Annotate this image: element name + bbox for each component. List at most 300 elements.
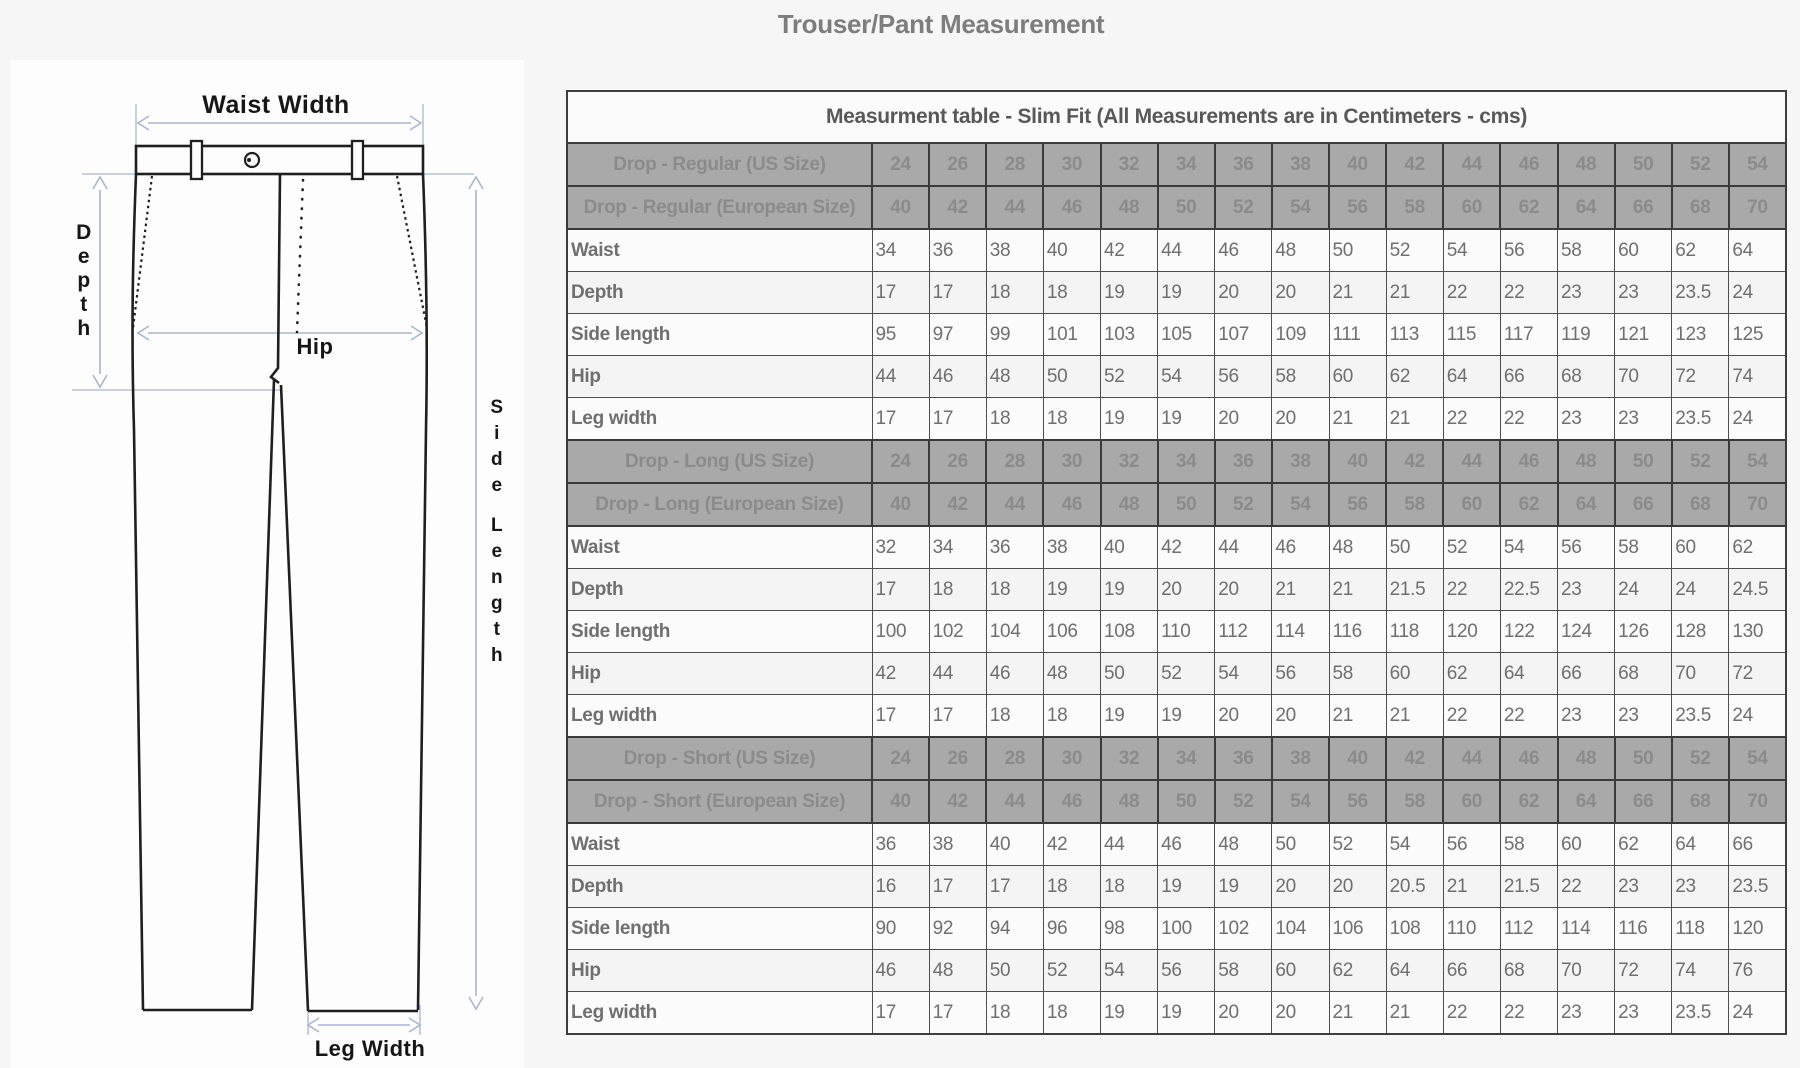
value-cell: 26	[929, 143, 986, 186]
value-cell: 58	[1615, 526, 1672, 569]
value-cell: 107	[1215, 314, 1272, 356]
value-cell: 56	[1272, 653, 1329, 695]
size-header-row-regular	[567, 186, 1786, 229]
value-cell: 106	[1043, 611, 1100, 653]
row-label-cell: Waist	[567, 229, 872, 272]
measure-row-long	[567, 526, 1786, 569]
right-leg-outer-seam	[418, 174, 427, 1010]
value-cell: 23	[1558, 695, 1615, 738]
row-label-cell: Side length	[567, 611, 872, 653]
stacked-letter: d	[490, 449, 504, 470]
value-cell: 113	[1386, 314, 1443, 356]
value-cell: 17	[929, 272, 986, 314]
value-cell: 40	[872, 483, 929, 526]
measure-row-long	[567, 695, 1786, 738]
value-cell: 54	[1386, 823, 1443, 866]
value-cell: 123	[1672, 314, 1729, 356]
value-cell: 18	[1043, 272, 1100, 314]
value-cell: 40	[1101, 526, 1158, 569]
word-gap	[490, 499, 503, 513]
stacked-letter: e	[491, 475, 503, 496]
value-cell: 62	[1615, 823, 1672, 866]
value-cell: 48	[1043, 653, 1100, 695]
value-cell: 22	[1443, 272, 1500, 314]
value-cell: 68	[1672, 186, 1729, 229]
value-cell: 19	[1158, 695, 1215, 738]
value-cell: 18	[1043, 695, 1100, 738]
value-cell: 19	[1101, 569, 1158, 611]
value-cell: 17	[929, 398, 986, 441]
value-cell: 110	[1158, 611, 1215, 653]
value-cell: 34	[929, 526, 986, 569]
value-cell: 18	[1101, 866, 1158, 908]
value-cell: 66	[1615, 780, 1672, 823]
value-cell: 102	[1215, 908, 1272, 950]
value-cell: 24	[872, 440, 929, 483]
value-cell: 19	[1158, 992, 1215, 1035]
value-cell: 21	[1329, 398, 1386, 441]
value-cell: 64	[1500, 653, 1557, 695]
table-title: Measurment table - Slim Fit (All Measurements are in Centimeters - cms)	[567, 91, 1786, 143]
value-cell: 64	[1729, 229, 1786, 272]
value-cell: 118	[1672, 908, 1729, 950]
value-cell: 56	[1158, 950, 1215, 992]
value-cell: 21	[1329, 272, 1386, 314]
value-cell: 48	[1329, 526, 1386, 569]
value-cell: 50	[1329, 229, 1386, 272]
value-cell: 20	[1272, 695, 1329, 738]
value-cell: 24	[1729, 272, 1786, 314]
value-cell: 72	[1672, 356, 1729, 398]
value-cell: 20	[1158, 569, 1215, 611]
value-cell: 72	[1729, 653, 1786, 695]
value-cell: 64	[1558, 483, 1615, 526]
row-label-cell: Depth	[567, 272, 872, 314]
value-cell: 17	[872, 272, 929, 314]
value-cell: 98	[1101, 908, 1158, 950]
value-cell: 121	[1615, 314, 1672, 356]
value-cell: 18	[986, 272, 1043, 314]
stacked-letter: L	[490, 515, 504, 536]
value-cell: 54	[1272, 483, 1329, 526]
measure-row-short	[567, 823, 1786, 866]
value-cell: 44	[1158, 229, 1215, 272]
value-cell: 74	[1672, 950, 1729, 992]
value-cell: 36	[872, 823, 929, 866]
value-cell: 18	[986, 992, 1043, 1035]
value-cell: 116	[1329, 611, 1386, 653]
row-label-cell: Side length	[567, 908, 872, 950]
value-cell: 22	[1500, 398, 1557, 441]
stacked-letter: e	[491, 541, 503, 562]
stacked-letter: t	[80, 293, 88, 316]
value-cell: 44	[1101, 823, 1158, 866]
value-cell: 58	[1500, 823, 1557, 866]
value-cell: 64	[1558, 186, 1615, 229]
value-cell: 21	[1386, 992, 1443, 1035]
row-label-cell: Side length	[567, 314, 872, 356]
value-cell: 38	[1043, 526, 1100, 569]
value-cell: 46	[1043, 780, 1100, 823]
value-cell: 48	[1101, 483, 1158, 526]
value-cell: 64	[1443, 356, 1500, 398]
value-cell: 54	[1500, 526, 1557, 569]
value-cell: 21	[1386, 695, 1443, 738]
value-cell: 36	[1215, 440, 1272, 483]
value-cell: 22	[1443, 569, 1500, 611]
value-cell: 19	[1101, 398, 1158, 441]
value-cell: 18	[1043, 398, 1100, 441]
value-cell: 17	[872, 695, 929, 738]
value-cell: 70	[1729, 483, 1786, 526]
value-cell: 62	[1329, 950, 1386, 992]
value-cell: 124	[1558, 611, 1615, 653]
value-cell: 95	[872, 314, 929, 356]
value-cell: 62	[1443, 653, 1500, 695]
value-cell: 30	[1043, 143, 1100, 186]
value-cell: 48	[986, 356, 1043, 398]
value-cell: 48	[929, 950, 986, 992]
value-cell: 44	[986, 186, 1043, 229]
value-cell: 36	[986, 526, 1043, 569]
value-cell: 112	[1215, 611, 1272, 653]
value-cell: 17	[986, 866, 1043, 908]
value-cell: 60	[1615, 229, 1672, 272]
waist-width-label: Waist Width	[202, 91, 350, 119]
left-leg-outer-seam	[133, 174, 143, 1010]
measure-row-short	[567, 992, 1786, 1035]
stacked-letter: i	[494, 423, 500, 444]
value-cell: 34	[1158, 737, 1215, 780]
value-cell: 18	[1043, 866, 1100, 908]
value-cell: 32	[872, 526, 929, 569]
value-cell: 126	[1615, 611, 1672, 653]
row-label-cell: Hip	[567, 653, 872, 695]
value-cell: 36	[1215, 737, 1272, 780]
value-cell: 23	[1672, 866, 1729, 908]
value-cell: 24	[1615, 569, 1672, 611]
value-cell: 50	[1615, 440, 1672, 483]
value-cell: 46	[872, 950, 929, 992]
value-cell: 60	[1329, 356, 1386, 398]
value-cell: 42	[872, 653, 929, 695]
value-cell: 52	[1672, 440, 1729, 483]
value-cell: 38	[1272, 440, 1329, 483]
value-cell: 46	[1043, 186, 1100, 229]
value-cell: 24	[872, 737, 929, 780]
page-title: Trouser/Pant Measurement	[777, 9, 1105, 39]
value-cell: 52	[1043, 950, 1100, 992]
size-header-row-long	[567, 483, 1786, 526]
value-cell: 20	[1272, 992, 1329, 1035]
value-cell: 96	[1043, 908, 1100, 950]
value-cell: 92	[929, 908, 986, 950]
measure-row-regular	[567, 398, 1786, 441]
value-cell: 48	[1558, 440, 1615, 483]
value-cell: 24	[1729, 992, 1786, 1035]
value-cell: 19	[1101, 695, 1158, 738]
value-cell: 54	[1215, 653, 1272, 695]
value-cell: 44	[1215, 526, 1272, 569]
value-cell: 104	[1272, 908, 1329, 950]
leg-arrow-ticks	[308, 1005, 420, 1035]
value-cell: 40	[1329, 737, 1386, 780]
measure-row-short	[567, 866, 1786, 908]
value-cell: 24	[1672, 569, 1729, 611]
value-cell: 68	[1615, 653, 1672, 695]
value-cell: 101	[1043, 314, 1100, 356]
value-cell: 99	[986, 314, 1043, 356]
value-cell: 32	[1101, 737, 1158, 780]
value-cell: 23	[1615, 695, 1672, 738]
value-cell: 23	[1615, 866, 1672, 908]
value-cell: 52	[1672, 737, 1729, 780]
value-cell: 66	[1443, 950, 1500, 992]
value-cell: 106	[1329, 908, 1386, 950]
stacked-letter: S	[490, 397, 504, 418]
value-cell: 108	[1386, 908, 1443, 950]
value-cell: 50	[986, 950, 1043, 992]
value-cell: 56	[1329, 780, 1386, 823]
size-table-body	[567, 91, 1786, 1034]
value-cell: 50	[1272, 823, 1329, 866]
value-cell: 66	[1615, 186, 1672, 229]
value-cell: 117	[1500, 314, 1557, 356]
value-cell: 62	[1500, 483, 1557, 526]
waistband	[136, 146, 423, 174]
value-cell: 60	[1558, 823, 1615, 866]
hip-label: Hip	[296, 334, 334, 359]
value-cell: 52	[1672, 143, 1729, 186]
waist-button-dot	[247, 158, 251, 162]
value-cell: 54	[1443, 229, 1500, 272]
value-cell: 20	[1272, 866, 1329, 908]
value-cell: 109	[1272, 314, 1329, 356]
value-cell: 46	[1500, 440, 1557, 483]
value-cell: 44	[986, 780, 1043, 823]
row-label-cell: Waist	[567, 526, 872, 569]
value-cell: 42	[929, 186, 986, 229]
value-cell: 46	[1500, 737, 1557, 780]
value-cell: 46	[1272, 526, 1329, 569]
size-table	[566, 90, 1787, 1035]
value-cell: 38	[1272, 737, 1329, 780]
value-cell: 22	[1443, 398, 1500, 441]
value-cell: 44	[1443, 143, 1500, 186]
value-cell: 70	[1729, 780, 1786, 823]
value-cell: 70	[1729, 186, 1786, 229]
stacked-letter: n	[490, 567, 504, 588]
value-cell: 17	[872, 992, 929, 1035]
value-cell: 119	[1558, 314, 1615, 356]
value-cell: 20	[1215, 272, 1272, 314]
value-cell: 28	[986, 737, 1043, 780]
right-leg-inner-seam	[281, 385, 308, 1011]
value-cell: 116	[1615, 908, 1672, 950]
value-cell: 23	[1558, 398, 1615, 441]
value-cell: 34	[872, 229, 929, 272]
measure-row-long	[567, 653, 1786, 695]
value-cell: 104	[986, 611, 1043, 653]
value-cell: 58	[1215, 950, 1272, 992]
value-cell: 46	[1043, 483, 1100, 526]
value-cell: 66	[1729, 823, 1786, 866]
value-cell: 64	[1672, 823, 1729, 866]
value-cell: 114	[1272, 611, 1329, 653]
value-cell: 42	[1386, 440, 1443, 483]
leg-width-label: Leg Width	[314, 1036, 426, 1061]
value-cell: 36	[1215, 143, 1272, 186]
value-cell: 19	[1158, 398, 1215, 441]
stacked-letter: g	[490, 593, 504, 614]
trouser-diagram-svg	[10, 60, 524, 1068]
value-cell: 54	[1158, 356, 1215, 398]
value-cell: 40	[872, 780, 929, 823]
value-cell: 105	[1158, 314, 1215, 356]
value-cell: 34	[1158, 440, 1215, 483]
measure-row-short	[567, 950, 1786, 992]
value-cell: 50	[1158, 483, 1215, 526]
value-cell: 74	[1729, 356, 1786, 398]
value-cell: 30	[1043, 737, 1100, 780]
value-cell: 28	[986, 440, 1043, 483]
value-cell: 46	[929, 356, 986, 398]
measure-row-regular	[567, 356, 1786, 398]
value-cell: 50	[1615, 737, 1672, 780]
value-cell: 46	[1158, 823, 1215, 866]
value-cell: 21	[1329, 992, 1386, 1035]
value-cell: 58	[1272, 356, 1329, 398]
value-cell: 120	[1443, 611, 1500, 653]
value-cell: 44	[1443, 440, 1500, 483]
value-cell: 58	[1386, 780, 1443, 823]
value-cell: 54	[1729, 737, 1786, 780]
value-cell: 62	[1386, 356, 1443, 398]
row-label-cell: Waist	[567, 823, 872, 866]
value-cell: 62	[1672, 229, 1729, 272]
value-cell: 44	[872, 356, 929, 398]
value-cell: 60	[1443, 780, 1500, 823]
value-cell: 17	[929, 992, 986, 1035]
belt-loop-left	[191, 141, 202, 179]
value-cell: 42	[929, 483, 986, 526]
size-header-row-short	[567, 780, 1786, 823]
value-cell: 62	[1500, 186, 1557, 229]
value-cell: 48	[1215, 823, 1272, 866]
row-label-cell: Leg width	[567, 695, 872, 738]
value-cell: 34	[1158, 143, 1215, 186]
table-title-row	[567, 91, 1786, 143]
value-cell: 19	[1158, 272, 1215, 314]
size-header-row-long	[567, 440, 1786, 483]
stacked-letter: h	[490, 645, 504, 666]
value-cell: 128	[1672, 611, 1729, 653]
value-cell: 40	[986, 823, 1043, 866]
value-cell: 28	[986, 143, 1043, 186]
value-cell: 23.5	[1672, 272, 1729, 314]
value-cell: 18	[986, 398, 1043, 441]
value-cell: 122	[1500, 611, 1557, 653]
value-cell: 23	[1615, 992, 1672, 1035]
value-cell: 22.5	[1500, 569, 1557, 611]
stacked-letter: h	[77, 317, 91, 340]
value-cell: 22	[1443, 992, 1500, 1035]
value-cell: 23.5	[1672, 992, 1729, 1035]
value-cell: 30	[1043, 440, 1100, 483]
value-cell: 62	[1729, 526, 1786, 569]
value-cell: 52	[1158, 653, 1215, 695]
value-cell: 56	[1443, 823, 1500, 866]
value-cell: 108	[1101, 611, 1158, 653]
value-cell: 70	[1672, 653, 1729, 695]
value-cell: 54	[1729, 143, 1786, 186]
value-cell: 56	[1558, 526, 1615, 569]
stacked-letter: e	[77, 245, 91, 268]
value-cell: 103	[1101, 314, 1158, 356]
fly-dotted-line	[297, 180, 303, 332]
value-cell: 46	[1215, 229, 1272, 272]
value-cell: 19	[1215, 866, 1272, 908]
value-cell: 48	[1272, 229, 1329, 272]
value-cell: 58	[1386, 483, 1443, 526]
value-cell: 22	[1500, 695, 1557, 738]
value-cell: 76	[1729, 950, 1786, 992]
value-cell: 64	[1558, 780, 1615, 823]
value-cell: 46	[986, 653, 1043, 695]
row-label-cell: Depth	[567, 569, 872, 611]
value-cell: 110	[1443, 908, 1500, 950]
value-cell: 38	[929, 823, 986, 866]
value-cell: 17	[872, 398, 929, 441]
value-cell: 56	[1329, 483, 1386, 526]
trouser-diagram-panel	[10, 60, 524, 1068]
value-cell: 112	[1500, 908, 1557, 950]
value-cell: 42	[1158, 526, 1215, 569]
value-cell: 23	[1558, 569, 1615, 611]
value-cell: 44	[986, 483, 1043, 526]
value-cell: 26	[929, 440, 986, 483]
value-cell: 21.5	[1500, 866, 1557, 908]
value-cell: 19	[1158, 866, 1215, 908]
value-cell: 42	[1043, 823, 1100, 866]
value-cell: 100	[1158, 908, 1215, 950]
value-cell: 48	[1101, 186, 1158, 229]
value-cell: 50	[1158, 780, 1215, 823]
value-cell: 50	[1386, 526, 1443, 569]
value-cell: 58	[1329, 653, 1386, 695]
value-cell: 21	[1272, 569, 1329, 611]
row-label-cell: Drop - Regular (US Size)	[567, 143, 872, 186]
value-cell: 52	[1215, 780, 1272, 823]
value-cell: 19	[1101, 992, 1158, 1035]
value-cell: 26	[929, 737, 986, 780]
value-cell: 21	[1443, 866, 1500, 908]
value-cell: 64	[1386, 950, 1443, 992]
value-cell: 58	[1558, 229, 1615, 272]
value-cell: 17	[872, 569, 929, 611]
value-cell: 23.5	[1729, 866, 1786, 908]
value-cell: 111	[1329, 314, 1386, 356]
row-label-cell: Drop - Short (European Size)	[567, 780, 872, 823]
value-cell: 52	[1101, 356, 1158, 398]
belt-loop-right	[352, 141, 363, 179]
measure-row-regular	[567, 314, 1786, 356]
value-cell: 24	[1729, 398, 1786, 441]
value-cell: 66	[1558, 653, 1615, 695]
value-cell: 21.5	[1386, 569, 1443, 611]
value-cell: 125	[1729, 314, 1786, 356]
value-cell: 23.5	[1672, 695, 1729, 738]
